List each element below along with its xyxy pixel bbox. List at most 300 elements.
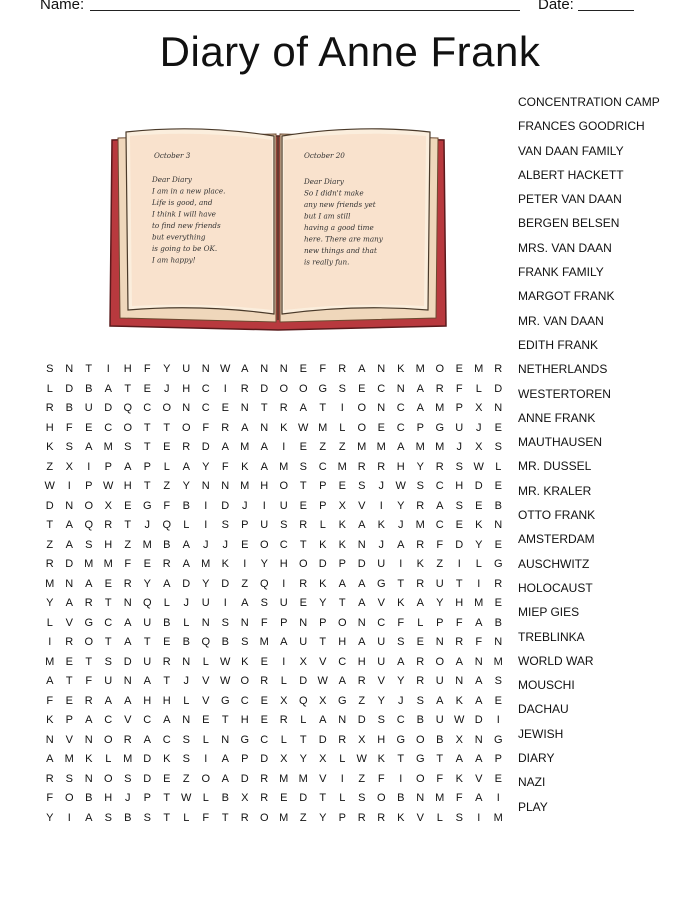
grid-letter[interactable]: V [377, 675, 385, 687]
grid-letter[interactable]: A [416, 402, 424, 414]
grid-letter[interactable]: D [182, 577, 191, 590]
grid-letter[interactable]: U [279, 499, 288, 512]
grid-letter[interactable]: O [376, 792, 386, 804]
grid-letter[interactable]: P [455, 402, 463, 414]
grid-letter[interactable]: L [183, 519, 190, 531]
grid-letter[interactable]: N [494, 402, 503, 414]
grid-letter[interactable]: U [104, 675, 113, 687]
grid-letter[interactable]: L [46, 382, 53, 395]
grid-letter[interactable]: Z [299, 811, 307, 824]
grid-letter[interactable]: T [221, 714, 229, 726]
grid-letter[interactable]: N [201, 616, 210, 629]
grid-letter[interactable]: H [123, 480, 132, 492]
grid-letter[interactable]: M [493, 655, 503, 668]
grid-letter[interactable]: P [319, 480, 327, 492]
grid-letter[interactable]: Z [436, 558, 444, 570]
grid-letter[interactable]: O [415, 733, 425, 746]
grid-letter[interactable]: H [123, 363, 132, 375]
grid-letter[interactable]: A [260, 441, 268, 453]
grid-letter[interactable]: F [455, 792, 463, 804]
grid-letter[interactable]: E [163, 772, 171, 785]
grid-letter[interactable]: P [104, 460, 112, 473]
grid-letter[interactable]: I [496, 714, 500, 726]
grid-letter[interactable]: A [104, 694, 112, 707]
grid-letter[interactable]: C [104, 616, 113, 629]
grid-letter[interactable]: L [339, 753, 346, 765]
grid-letter[interactable]: S [377, 714, 385, 726]
grid-letter[interactable]: I [48, 636, 52, 648]
grid-letter[interactable]: W [220, 363, 231, 375]
grid-letter[interactable]: K [163, 753, 171, 765]
grid-letter[interactable]: J [456, 441, 462, 453]
grid-letter[interactable]: D [65, 558, 74, 570]
grid-letter[interactable]: K [455, 694, 463, 707]
grid-letter[interactable]: I [204, 753, 208, 765]
grid-letter[interactable]: R [494, 363, 503, 375]
grid-letter[interactable]: I [340, 772, 344, 785]
grid-letter[interactable]: A [358, 597, 366, 609]
grid-letter[interactable]: S [241, 636, 249, 648]
grid-letter[interactable]: J [144, 519, 150, 531]
grid-letter[interactable]: F [46, 694, 54, 707]
grid-letter[interactable]: K [46, 714, 54, 726]
grid-letter[interactable]: Z [358, 694, 366, 707]
grid-letter[interactable]: B [221, 792, 229, 804]
grid-letter[interactable]: K [377, 753, 385, 765]
grid-letter[interactable]: N [474, 733, 483, 746]
grid-letter[interactable]: S [280, 519, 288, 531]
grid-letter[interactable]: L [202, 655, 209, 668]
grid-letter[interactable]: M [376, 441, 386, 453]
grid-letter[interactable]: U [201, 597, 210, 609]
grid-letter[interactable]: B [182, 499, 190, 512]
grid-letter[interactable]: L [183, 616, 190, 629]
grid-letter[interactable]: I [67, 480, 71, 492]
grid-letter[interactable]: A [455, 655, 463, 668]
grid-letter[interactable]: E [299, 363, 307, 375]
grid-letter[interactable]: V [475, 772, 483, 785]
grid-letter[interactable]: J [242, 499, 248, 512]
grid-letter[interactable]: R [104, 519, 113, 531]
grid-letter[interactable]: J [222, 538, 228, 551]
grid-letter[interactable]: R [279, 714, 288, 726]
grid-letter[interactable]: C [396, 402, 405, 414]
grid-letter[interactable]: Q [259, 577, 269, 590]
grid-letter[interactable]: A [124, 616, 132, 629]
grid-letter[interactable]: A [416, 597, 424, 609]
grid-letter[interactable]: W [220, 655, 231, 668]
grid-letter[interactable]: T [299, 733, 307, 746]
grid-letter[interactable]: A [475, 753, 483, 765]
grid-letter[interactable]: D [104, 402, 113, 414]
grid-letter[interactable]: X [280, 753, 288, 765]
grid-letter[interactable]: I [340, 402, 344, 414]
grid-letter[interactable]: R [299, 577, 308, 590]
grid-letter[interactable]: T [163, 421, 171, 434]
grid-letter[interactable]: H [45, 421, 54, 434]
grid-letter[interactable]: A [358, 577, 366, 590]
grid-letter[interactable]: T [104, 597, 112, 609]
grid-letter[interactable]: I [477, 577, 481, 590]
grid-letter[interactable]: E [299, 441, 307, 453]
grid-letter[interactable]: F [319, 363, 327, 375]
grid-letter[interactable]: P [319, 499, 327, 512]
grid-letter[interactable]: T [85, 655, 93, 668]
grid-letter[interactable]: B [85, 792, 93, 804]
grid-letter[interactable]: V [416, 811, 424, 824]
grid-letter[interactable]: U [377, 636, 386, 648]
grid-letter[interactable]: E [163, 636, 171, 648]
grid-letter[interactable]: S [299, 460, 307, 473]
grid-letter[interactable]: V [358, 499, 366, 512]
grid-letter[interactable]: N [377, 363, 386, 375]
grid-letter[interactable]: E [494, 538, 502, 551]
grid-letter[interactable]: L [436, 811, 443, 824]
grid-letter[interactable]: G [84, 616, 94, 629]
grid-letter[interactable]: B [163, 616, 171, 629]
grid-letter[interactable]: I [87, 460, 91, 473]
grid-letter[interactable]: D [494, 382, 503, 395]
grid-letter[interactable]: S [494, 675, 502, 687]
grid-letter[interactable]: S [143, 811, 151, 824]
grid-letter[interactable]: Y [436, 597, 444, 609]
grid-letter[interactable]: U [455, 421, 464, 434]
grid-letter[interactable]: Z [163, 480, 171, 492]
grid-letter[interactable]: U [377, 558, 386, 570]
grid-letter[interactable]: K [416, 558, 424, 570]
grid-letter[interactable]: D [318, 558, 327, 570]
grid-letter[interactable]: L [163, 597, 170, 609]
grid-letter[interactable]: R [377, 460, 386, 473]
grid-letter[interactable]: D [299, 675, 308, 687]
grid-letter[interactable]: H [240, 714, 249, 726]
grid-letter[interactable]: N [357, 616, 366, 629]
grid-letter[interactable]: X [280, 694, 288, 707]
grid-letter[interactable]: O [84, 499, 94, 512]
grid-letter[interactable]: P [65, 714, 73, 726]
grid-letter[interactable]: M [474, 363, 484, 375]
grid-letter[interactable]: T [163, 675, 171, 687]
grid-letter[interactable]: D [299, 792, 308, 804]
grid-letter[interactable]: P [338, 811, 346, 824]
grid-letter[interactable]: E [202, 714, 210, 726]
grid-letter[interactable]: Y [319, 811, 327, 824]
grid-letter[interactable]: O [435, 655, 445, 668]
grid-letter[interactable]: A [475, 675, 483, 687]
grid-letter[interactable]: V [65, 616, 73, 629]
grid-letter[interactable]: M [64, 753, 74, 765]
grid-letter[interactable]: N [240, 402, 249, 414]
grid-letter[interactable]: G [396, 733, 406, 746]
grid-letter[interactable]: R [45, 772, 54, 785]
grid-letter[interactable]: U [435, 675, 444, 687]
grid-letter[interactable]: E [163, 441, 171, 453]
grid-letter[interactable]: I [67, 811, 71, 824]
grid-letter[interactable]: R [416, 675, 425, 687]
grid-letter[interactable]: N [240, 616, 249, 629]
grid-letter[interactable]: K [85, 753, 93, 765]
grid-letter[interactable]: F [202, 421, 210, 434]
grid-letter[interactable]: J [378, 480, 384, 492]
grid-letter[interactable]: R [260, 792, 269, 804]
grid-letter[interactable]: H [377, 733, 386, 746]
grid-letter[interactable]: M [259, 636, 269, 648]
grid-letter[interactable]: R [260, 772, 269, 785]
grid-letter[interactable]: R [435, 382, 444, 395]
grid-letter[interactable]: A [85, 811, 93, 824]
grid-letter[interactable]: S [65, 441, 73, 453]
grid-letter[interactable]: S [358, 792, 366, 804]
grid-letter[interactable]: O [259, 538, 269, 551]
grid-letter[interactable]: A [65, 597, 73, 609]
grid-letter[interactable]: A [436, 499, 444, 512]
grid-letter[interactable]: E [260, 694, 268, 707]
grid-letter[interactable]: I [106, 363, 110, 375]
grid-letter[interactable]: A [358, 519, 366, 531]
grid-letter[interactable]: E [494, 694, 502, 707]
grid-letter[interactable]: M [279, 772, 289, 785]
grid-letter[interactable]: I [379, 499, 383, 512]
grid-letter[interactable]: F [436, 538, 444, 551]
grid-letter[interactable]: T [163, 792, 171, 804]
grid-letter[interactable]: Z [241, 577, 249, 590]
grid-letter[interactable]: Y [46, 597, 54, 609]
grid-letter[interactable]: P [494, 753, 502, 765]
grid-letter[interactable]: A [182, 538, 190, 551]
grid-letter[interactable]: I [477, 811, 481, 824]
grid-letter[interactable]: C [240, 694, 249, 707]
grid-letter[interactable]: N [494, 519, 503, 531]
grid-letter[interactable]: V [124, 714, 132, 726]
grid-letter[interactable]: O [201, 772, 211, 785]
grid-letter[interactable]: M [201, 558, 211, 570]
grid-letter[interactable]: H [279, 558, 288, 570]
grid-letter[interactable]: H [357, 655, 366, 668]
grid-letter[interactable]: T [46, 519, 54, 531]
grid-letter[interactable]: V [202, 675, 210, 687]
grid-letter[interactable]: K [397, 363, 405, 375]
grid-letter[interactable]: T [65, 675, 73, 687]
grid-letter[interactable]: A [475, 792, 483, 804]
grid-letter[interactable]: T [124, 519, 132, 531]
grid-letter[interactable]: U [435, 577, 444, 590]
grid-letter[interactable]: C [143, 714, 152, 726]
grid-letter[interactable]: A [124, 460, 132, 473]
grid-letter[interactable]: T [143, 441, 151, 453]
grid-letter[interactable]: R [357, 811, 366, 824]
grid-letter[interactable]: A [163, 577, 171, 590]
grid-letter[interactable]: W [103, 480, 114, 492]
grid-letter[interactable]: R [357, 675, 366, 687]
grid-letter[interactable]: L [495, 460, 502, 473]
grid-letter[interactable]: X [455, 733, 463, 746]
grid-letter[interactable]: O [103, 772, 113, 785]
grid-letter[interactable]: X [299, 655, 307, 668]
grid-letter[interactable]: E [260, 714, 268, 726]
grid-letter[interactable]: T [397, 577, 405, 590]
grid-letter[interactable]: D [357, 558, 366, 570]
grid-letter[interactable]: Q [84, 519, 94, 531]
grid-letter[interactable]: K [338, 519, 346, 531]
grid-letter[interactable]: H [260, 480, 269, 492]
grid-letter[interactable]: F [475, 636, 483, 648]
grid-letter[interactable]: X [475, 402, 483, 414]
grid-letter[interactable]: K [397, 597, 405, 609]
grid-letter[interactable]: S [416, 480, 424, 492]
grid-letter[interactable]: D [221, 577, 230, 590]
grid-letter[interactable]: U [143, 616, 152, 629]
grid-letter[interactable]: M [493, 811, 503, 824]
grid-letter[interactable]: A [241, 363, 249, 375]
grid-letter[interactable]: M [142, 538, 152, 551]
grid-letter[interactable]: G [435, 421, 445, 434]
grid-letter[interactable]: G [142, 499, 152, 512]
grid-letter[interactable]: T [319, 402, 327, 414]
grid-letter[interactable]: M [435, 402, 445, 414]
grid-letter[interactable]: N [201, 363, 210, 375]
grid-letter[interactable]: K [397, 811, 405, 824]
grid-letter[interactable]: A [455, 753, 463, 765]
grid-letter[interactable]: R [45, 558, 54, 570]
grid-letter[interactable]: A [319, 714, 327, 726]
grid-letter[interactable]: A [104, 382, 112, 395]
grid-letter[interactable]: R [260, 675, 269, 687]
grid-letter[interactable]: N [377, 402, 386, 414]
grid-letter[interactable]: R [338, 363, 347, 375]
grid-letter[interactable]: X [104, 499, 112, 512]
grid-letter[interactable]: C [201, 382, 210, 395]
grid-letter[interactable]: L [163, 460, 170, 473]
grid-letter[interactable]: A [124, 636, 132, 648]
grid-letter[interactable]: D [201, 441, 210, 453]
grid-letter[interactable]: R [45, 402, 54, 414]
grid-letter[interactable]: G [220, 694, 230, 707]
grid-letter[interactable]: T [299, 538, 307, 551]
grid-letter[interactable]: Q [142, 597, 152, 609]
grid-letter[interactable]: W [395, 480, 406, 492]
grid-letter[interactable]: S [221, 519, 229, 531]
grid-letter[interactable]: W [454, 714, 465, 726]
grid-letter[interactable]: S [455, 499, 463, 512]
grid-letter[interactable]: G [415, 753, 425, 765]
grid-letter[interactable]: F [397, 616, 405, 629]
grid-letter[interactable]: K [377, 519, 385, 531]
grid-letter[interactable]: R [162, 655, 171, 668]
grid-letter[interactable]: K [475, 519, 483, 531]
grid-letter[interactable]: N [201, 480, 210, 492]
grid-letter[interactable]: E [494, 421, 502, 434]
grid-letter[interactable]: A [221, 772, 229, 785]
grid-letter[interactable]: C [104, 421, 113, 434]
grid-letter[interactable]: V [202, 694, 210, 707]
grid-letter[interactable]: N [416, 792, 425, 804]
grid-letter[interactable]: C [162, 733, 171, 746]
grid-letter[interactable]: S [104, 811, 112, 824]
grid-letter[interactable]: E [338, 480, 346, 492]
grid-letter[interactable]: P [241, 753, 249, 765]
grid-letter[interactable]: F [436, 772, 444, 785]
grid-letter[interactable]: M [298, 772, 308, 785]
grid-letter[interactable]: M [337, 460, 347, 473]
grid-letter[interactable]: H [104, 538, 113, 551]
grid-letter[interactable]: E [416, 636, 424, 648]
grid-letter[interactable]: H [143, 694, 152, 707]
grid-letter[interactable]: J [398, 519, 404, 531]
grid-letter[interactable]: X [338, 499, 346, 512]
grid-letter[interactable]: C [435, 480, 444, 492]
grid-letter[interactable]: R [455, 636, 464, 648]
grid-letter[interactable]: D [474, 714, 483, 726]
grid-letter[interactable]: F [65, 421, 73, 434]
grid-letter[interactable]: B [494, 499, 502, 512]
grid-letter[interactable]: R [377, 811, 386, 824]
grid-letter[interactable]: A [280, 636, 288, 648]
grid-letter[interactable]: X [241, 792, 249, 804]
grid-letter[interactable]: D [143, 753, 152, 765]
grid-letter[interactable]: C [377, 616, 386, 629]
grid-letter[interactable]: E [358, 382, 366, 395]
grid-letter[interactable]: O [259, 811, 269, 824]
grid-letter[interactable]: E [494, 597, 502, 609]
grid-letter[interactable]: D [455, 538, 464, 551]
grid-letter[interactable]: J [164, 382, 170, 395]
grid-letter[interactable]: E [494, 772, 502, 785]
grid-letter[interactable]: A [65, 538, 73, 551]
grid-letter[interactable]: Q [201, 636, 211, 648]
grid-letter[interactable]: M [240, 441, 250, 453]
grid-letter[interactable]: B [494, 616, 502, 629]
grid-letter[interactable]: O [337, 616, 347, 629]
grid-letter[interactable]: A [299, 402, 307, 414]
grid-letter[interactable]: T [299, 480, 307, 492]
grid-letter[interactable]: L [417, 616, 424, 629]
grid-letter[interactable]: I [282, 441, 286, 453]
grid-letter[interactable]: Y [377, 694, 385, 707]
grid-letter[interactable]: R [279, 402, 288, 414]
grid-letter[interactable]: J [125, 792, 131, 804]
grid-letter[interactable]: U [260, 519, 269, 531]
grid-letter[interactable]: H [162, 694, 171, 707]
grid-letter[interactable]: S [397, 636, 405, 648]
grid-letter[interactable]: L [280, 733, 287, 746]
grid-letter[interactable]: C [396, 714, 405, 726]
grid-letter[interactable]: H [338, 636, 347, 648]
grid-letter[interactable]: J [378, 538, 384, 551]
grid-letter[interactable]: N [221, 480, 230, 492]
grid-letter[interactable]: I [243, 558, 247, 570]
grid-letter[interactable]: O [64, 792, 74, 804]
grid-letter[interactable]: G [493, 733, 503, 746]
grid-letter[interactable]: D [221, 499, 230, 512]
grid-letter[interactable]: N [279, 363, 288, 375]
grid-letter[interactable]: A [46, 753, 54, 765]
grid-letter[interactable]: S [182, 753, 190, 765]
grid-letter[interactable]: K [319, 538, 327, 551]
grid-letter[interactable]: P [338, 558, 346, 570]
grid-letter[interactable]: S [338, 382, 346, 395]
grid-letter[interactable]: A [475, 616, 483, 629]
grid-letter[interactable]: B [163, 538, 171, 551]
grid-letter[interactable]: I [223, 382, 227, 395]
grid-letter[interactable]: W [181, 792, 192, 804]
grid-letter[interactable]: Y [163, 363, 171, 375]
grid-letter[interactable]: R [416, 538, 425, 551]
grid-letter[interactable]: I [204, 519, 208, 531]
grid-letter[interactable]: A [358, 363, 366, 375]
grid-letter[interactable]: M [318, 421, 328, 434]
grid-letter[interactable]: F [221, 460, 229, 473]
grid-letter[interactable]: O [240, 675, 250, 687]
